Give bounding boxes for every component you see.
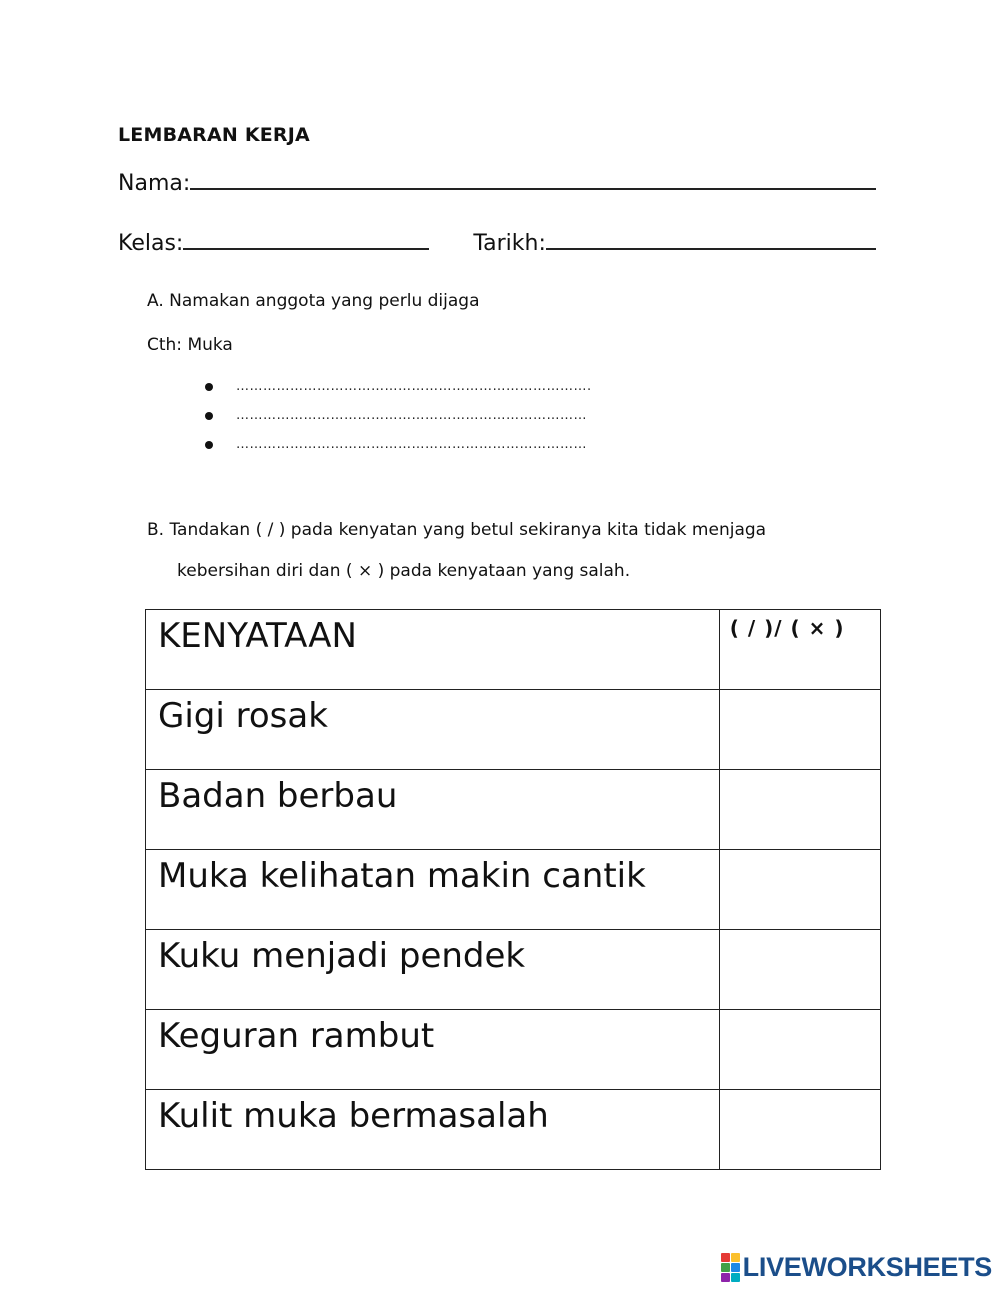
- list-item: [205, 372, 592, 401]
- section-a-example: Cth: Muka: [147, 335, 233, 355]
- bullet-icon: [205, 412, 213, 420]
- liveworksheets-logo[interactable]: [721, 1252, 992, 1283]
- table-row: [146, 850, 881, 930]
- table-row: [146, 930, 881, 1010]
- logo-text: LIVEWORKSHEETS: [742, 1252, 992, 1282]
- statement-cell: Badan berbau: [146, 770, 720, 850]
- statement-cell: Gigi rosak: [146, 690, 720, 770]
- header-mark: ( / )/ ( × ): [729, 616, 845, 640]
- section-b-instruction-line1: B. Tandakan ( / ) pada kenyatan yang betul sekiranya kita tidak menjaga: [147, 520, 767, 540]
- header-statement: KENYATAAN: [146, 610, 720, 690]
- date-blank[interactable]: [546, 228, 876, 250]
- statement-cell: Kulit muka bermasalah: [146, 1090, 720, 1170]
- statement-cell: Kuku menjadi pendek: [146, 930, 720, 1010]
- liveworksheets-logo-icon: [721, 1253, 740, 1282]
- name-label: Nama:: [118, 171, 191, 196]
- table-header-row: [146, 610, 881, 690]
- answer-blank[interactable]: ……………………………………………………………………: [236, 408, 587, 423]
- class-date-row: [118, 228, 876, 256]
- table-row: [146, 690, 881, 770]
- header-mark-cell: [719, 610, 880, 690]
- name-field-row: [118, 168, 876, 196]
- worksheet-title: LEMBARAN KERJA: [118, 124, 310, 146]
- list-item: [205, 401, 592, 430]
- answer-cell[interactable]: [719, 850, 880, 930]
- table-row: [146, 1010, 881, 1090]
- statement-table: [145, 609, 881, 1170]
- class-label: Kelas:: [118, 231, 184, 256]
- answer-cell[interactable]: [719, 690, 880, 770]
- bullet-icon: [205, 383, 213, 391]
- answer-cell[interactable]: [719, 930, 880, 1010]
- statement-cell: Keguran rambut: [146, 1010, 720, 1090]
- statement-cell: Muka kelihatan makin cantik: [146, 850, 720, 930]
- table-row: [146, 770, 881, 850]
- class-blank[interactable]: [183, 228, 429, 250]
- answer-cell[interactable]: [719, 1010, 880, 1090]
- answer-blank[interactable]: …………………………………………………………………….: [236, 379, 592, 394]
- bullet-icon: [205, 441, 213, 449]
- list-item: [205, 430, 592, 459]
- section-b-instruction-line2: kebersihan diri dan ( × ) pada kenyataan yang salah.: [177, 561, 631, 581]
- name-blank[interactable]: [190, 168, 876, 190]
- date-label: Tarikh:: [473, 231, 546, 256]
- answer-cell[interactable]: [719, 1090, 880, 1170]
- section-a-instruction: A. Namakan anggota yang perlu dijaga: [147, 291, 480, 311]
- answer-cell[interactable]: [719, 770, 880, 850]
- answer-blank[interactable]: ……………………………………………………………………: [236, 437, 587, 452]
- answer-bullet-list: [205, 372, 592, 459]
- table-row: [146, 1090, 881, 1170]
